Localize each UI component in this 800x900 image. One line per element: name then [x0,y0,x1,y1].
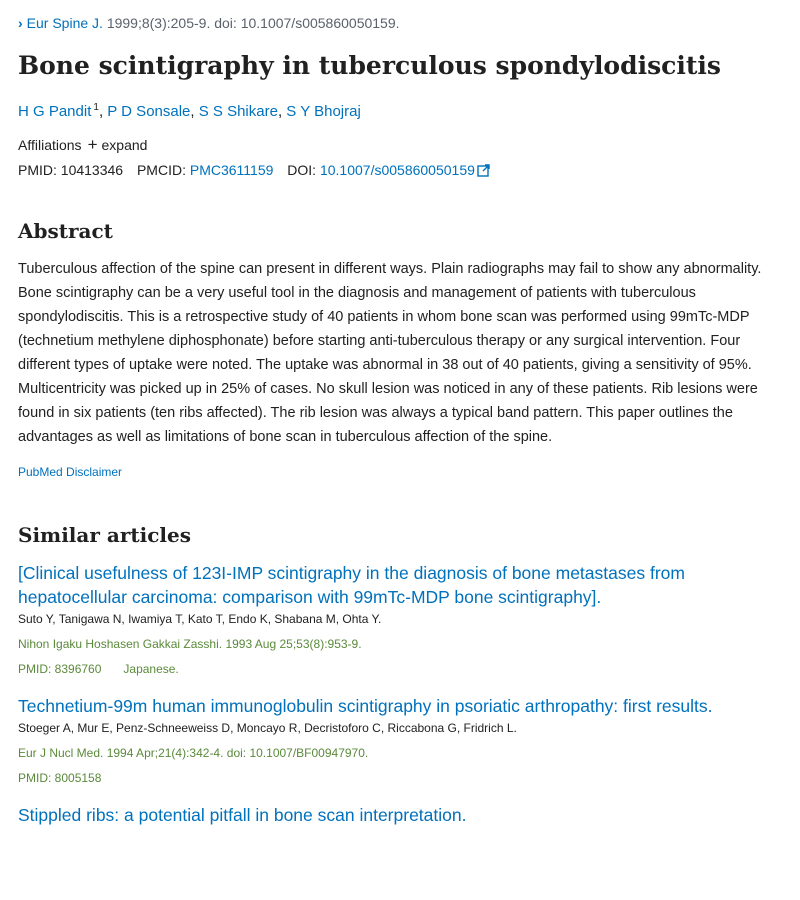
similar-article-authors: Stoeger A, Mur E, Penz-Schneeweiss D, Moncayo R, Decristoforo C, Riccabona G, Fridrich L. [18,721,517,735]
pubmed-disclaimer-link[interactable]: PubMed Disclaimer [18,465,123,479]
affiliation-number[interactable]: 1 [93,102,99,113]
chevron-right-icon[interactable]: › [18,15,23,31]
similar-article-title-link[interactable]: Stippled ribs: a potential pitfall in bone scan interpretation. [18,805,467,825]
affiliations-toggle[interactable] [18,136,788,154]
abstract-text: Tuberculous affection of the spine can present in different ways. Plain radiographs may fail to show any abnormality. Bone scintigraphy can be a very useful tool in the diagnosis and management of patients with tuberculous spondylodiscitis. This is a retrospective study of 40 patients in whom bone scan was performed using 99mTc-MDP (technetium methylene diphosphonate) before starting anti-tuberculous therapy or any surgical intervention. Four different types of uptake were noted. The uptake was abnormal in 38 out of 40 patients, giving a sensitivity of 95%. Multicentricity was picked up in 25% of cases. No skull lesion was noticed in any of these patients. Rib lesions were found in six patients (ten ribs affected). The rib lesion was always a typical band pattern. This paper outlines the advantages as well as limitations of bone scan in tuberculous affection of the spine. [18,261,762,445]
expand-label[interactable]: expand [101,137,148,153]
journal-link[interactable]: Eur Spine J. [26,15,103,31]
author-link[interactable]: H G Pandit [18,103,92,120]
similar-article-authors: Suto Y, Tanigawa N, Iwamiya T, Kato T, Endo K, Shabana M, Ohta Y. [18,612,382,626]
pmcid-link[interactable]: PMC3611159 [189,162,274,178]
similar-article [18,694,788,787]
doi-link[interactable]: 10.1007/s005860050159 [319,162,475,178]
citation-details: 1999;8(3):205-9. doi: 10.1007/s005860050159. [102,15,400,31]
abstract-heading: Abstract [18,219,113,243]
similar-article [18,803,788,827]
article-page [18,0,788,827]
author-link[interactable]: S Y Bhojraj [286,103,361,120]
similar-article-pmid [18,770,788,787]
external-link-icon[interactable] [477,163,490,181]
pmid-value: 10413346 [60,162,124,178]
similar-article-title-link[interactable]: [Clinical usefulness of 123I-IMP scintigraphy in the diagnosis of bone metastases from hepatocellular carcinoma: comparison with 99mTc-MDP bone scintigraphy]. [18,563,685,607]
affiliations-label: Affiliations [18,137,82,153]
author-link[interactable]: P D Sonsale [107,103,191,120]
author-link[interactable]: S S Shikare [198,103,278,120]
language-label: Japanese. [123,662,179,676]
identifiers [18,161,788,181]
pmcid-label: PMCID: [136,162,186,178]
similar-articles-heading: Similar articles [18,523,191,547]
pmid-text: PMID: 8005158 [18,771,102,785]
article-title: Bone scintigraphy in tuberculous spondylodiscitis [18,51,722,80]
similar-article-title-link[interactable]: Technetium-99m human immunoglobulin scintigraphy in psoriatic arthropathy: first results. [18,696,713,716]
similar-article [18,561,788,678]
similar-article-source: Nihon Igaku Hoshasen Gakkai Zasshi. 1993 Aug 25;53(8):953-9. [18,637,362,651]
similar-article-source: Eur J Nucl Med. 1994 Apr;21(4):342-4. doi: 10.1007/BF00947970. [18,746,369,760]
authors-list: H G Pandit $^1$, P D Sonsale, S S Shikare, S Y Bhojraj [18,102,361,120]
similar-article-pmid [18,661,788,678]
pmid-text: PMID: 8396760 [18,662,102,676]
plus-icon[interactable]: + [87,135,98,154]
pmid-label: PMID: [18,162,57,178]
citation-line [18,14,788,32]
doi-label: DOI: [287,162,317,178]
